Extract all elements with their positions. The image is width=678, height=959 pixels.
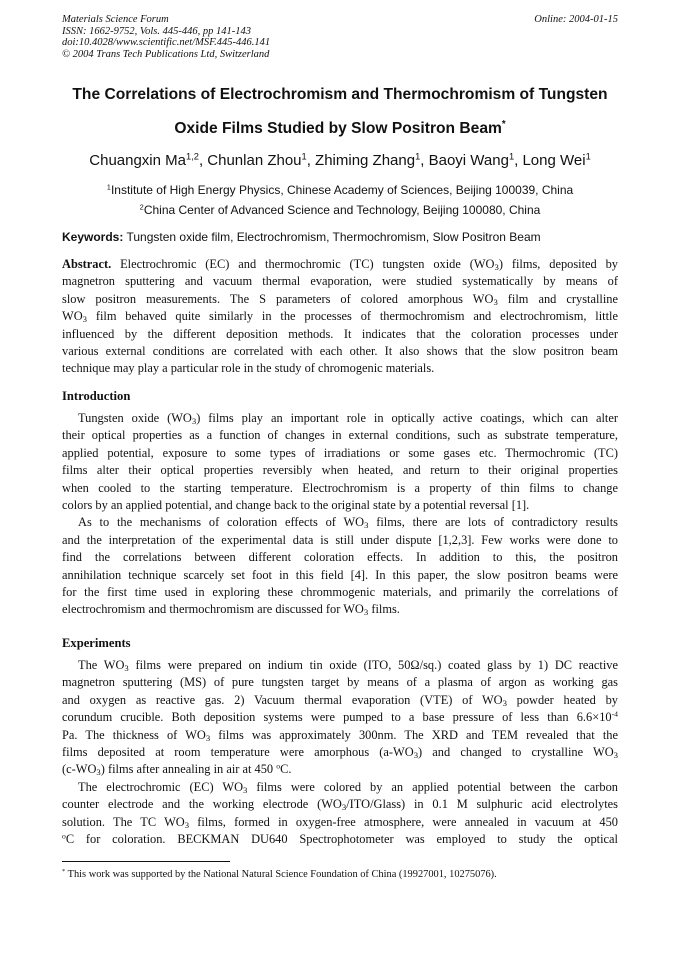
introduction-line: their optical properties as a function of changes in external conditions, such as substrate temperature, <box>62 428 618 443</box>
copyright-line: © 2004 Trans Tech Publications Ltd, Switzerland <box>62 48 270 60</box>
affiliation-2 <box>48 203 632 217</box>
abstract <box>62 256 618 378</box>
experiments-line: and oxygen as reactive gas. 2) Vacuum thermal evaporation (VTE) of $WO_3$ powder heated by <box>62 692 618 708</box>
introduction-line: annihilation technique scarcely set foot in this field [4]. In this paper, the slow positron beams were <box>62 567 618 582</box>
abstract-line: magnetron sputtering and vacuum thermal evaporation, were studied systematically by means of <box>62 274 618 289</box>
keywords-text: Tungsten oxide film, Electrochromism, Thermochromism, Slow Positron Beam <box>123 230 541 244</box>
abstract-line: various external conditions are correlated with each other. It also shows that the slow positron beam <box>62 344 618 359</box>
keywords <box>62 230 618 244</box>
experiments-line: magnetron sputtering (MS) of pure tungsten target by means of a plasma of argon as working gas <box>62 675 618 690</box>
experiments-body <box>62 657 618 848</box>
introduction-line: find the correlations between different coloration effects. In addition to this, the positron <box>62 550 618 565</box>
introduction-line: electrochromism and thermochromism are discussed for $WO_3$ films. <box>62 602 400 618</box>
introduction-line: and the interpretation of the experimental data is still under dispute [1,2,3]. Few works were done to <box>62 532 618 547</box>
experiments-line: corundum crucible. Both deposition systems were pumped to a base pressure of less than $6.6\times 10^{-4}$ <box>62 709 618 725</box>
author-affiliation-mark: 1 <box>415 151 421 162</box>
experiments-line: solution. The TC $WO_3$ films, formed in oxygen-free atmosphere, were annealed in vacuum at 450 <box>62 814 618 830</box>
footnote-rule <box>62 861 230 862</box>
introduction-line: films alter their optical properties reversibly when heated, and return to their original properties <box>62 463 618 478</box>
publication-header <box>62 14 618 60</box>
title-footnote-mark: * <box>501 119 506 131</box>
experiments-line: $(c-WO_3)$ films after annealing in air at 450 $^o$C. <box>62 761 292 778</box>
experiments-line: $^o$C for coloration. BECKMAN DU640 Spectrophotometer was employed to study the optical <box>62 831 618 847</box>
introduction-body <box>62 410 618 619</box>
affiliation-1 <box>48 183 632 197</box>
experiments-line: The $WO_3$ films were prepared on indium tin oxide (ITO, 50Ω/sq.) coated glass by 1) DC reactive <box>78 658 618 674</box>
author-affiliation-mark: 1 <box>301 151 307 162</box>
experiments-heading: Experiments <box>62 636 131 650</box>
abstract-line: $WO_3$ film behaved quite similarly in the processes of thermochromism and electrochromism, little <box>62 309 618 325</box>
introduction-heading: Introduction <box>62 389 131 403</box>
issn-line: ISSN: 1662-9752, Vols. 445-446, pp 141-143 <box>62 25 251 37</box>
experiments-line: films deposited at room temperature were amorphous $(a-WO_3)$ and changed to crystalline $WO_3$ <box>62 745 618 761</box>
abstract-text: Electrochromic (EC) and thermochromic (TC) tungsten oxide $(WO_3)$ films, deposited by <box>111 257 618 273</box>
introduction-line: applied potential, exposure to some types of irradiations or some gases etc. Thermochromic (TC) <box>62 445 618 460</box>
affiliation-mark: 1 <box>106 182 111 192</box>
footnote-text: This work was supported by the National Natural Science Foundation of China (19927001, 10275076). <box>65 869 497 880</box>
introduction-line: As to the mechanisms of coloration effects of $WO_3$ films, there are lots of contradictory results <box>78 515 618 531</box>
abstract-line: influenced by the different deposition methods. It indicates that the coloration processes under <box>62 326 618 341</box>
author-list: Chuangxin Ma$^{1,2}$, Chunlan Zhou$^1$, Zhiming Zhang$^1$, Baoyi Wang$^1$, Long Wei$^1$ <box>89 151 591 169</box>
affiliation-text: China Center of Advanced Science and Technology, Beijing 100080, China <box>143 203 541 217</box>
introduction-line: for the first time used in exploring these chrommogenic materials, and primarily the correlations of <box>62 585 618 600</box>
introduction-line: when cooled to the starting temperature. Electrochromism is a property of thin films to change <box>62 480 618 495</box>
author-name: Baoyi Wang <box>428 152 509 169</box>
footnote <box>62 869 618 880</box>
online-date: Online: 2004-01-15 <box>534 14 618 25</box>
abstract-line: technique may play a particular role in the study of chromogenic materials. <box>62 361 435 376</box>
paper-title-text: Oxide Films Studied by Slow Positron Beam <box>174 120 502 137</box>
author-affiliation-mark: 1 <box>585 151 591 162</box>
affiliation-text: Institute of High Energy Physics, Chinese Academy of Sciences, Beijing 100039, China <box>110 183 574 197</box>
doi-line: doi:10.4028/www.scientific.net/MSF.445-446.141 <box>62 37 271 48</box>
footnote-mark: * <box>62 868 66 876</box>
experiments-line: counter electrode and the working electrode $(WO_3/ITO/Glass)$ in 0.1 M sulphuric acid electrolytes <box>62 797 618 813</box>
paper-title-line-1: The Correlations of Electrochromism and Thermochromism of Tungsten <box>72 86 608 103</box>
author-name: Chunlan Zhou <box>207 152 302 169</box>
author-affiliation-mark: 1 <box>508 151 515 162</box>
abstract-line <box>62 256 618 273</box>
abstract-label: Abstract. <box>62 257 112 271</box>
journal-name: Materials Science Forum <box>62 14 169 25</box>
introduction-line: colors by an applied potential, and change back to the original state by a potential reversal [1]. <box>62 498 530 513</box>
author-name: Chuangxin Ma <box>89 152 186 169</box>
introduction-line: Tungsten oxide $(WO_3)$ films play an important role in optically active coatings, which can alter <box>78 411 618 427</box>
experiments-line: The electrochromic (EC) $WO_3$ films were colored by an applied potential between the carbon <box>78 779 618 795</box>
experiments-line: Pa. The thickness of $WO_3$ films was approximately 300nm. The XRD and TEM revealed that the <box>62 727 618 743</box>
keywords-label: Keywords: <box>62 230 124 244</box>
affiliation-mark: 2 <box>139 202 144 212</box>
author-name: Zhiming Zhang <box>315 152 416 169</box>
paper-title-line-2 <box>48 120 632 138</box>
abstract-line: slow positron measurements. The S parameters of colored amorphous $WO_3$ film and crystalline <box>62 291 618 307</box>
author-name: Long Wei <box>522 152 586 169</box>
author-affiliation-mark: 1,2 <box>186 151 199 162</box>
